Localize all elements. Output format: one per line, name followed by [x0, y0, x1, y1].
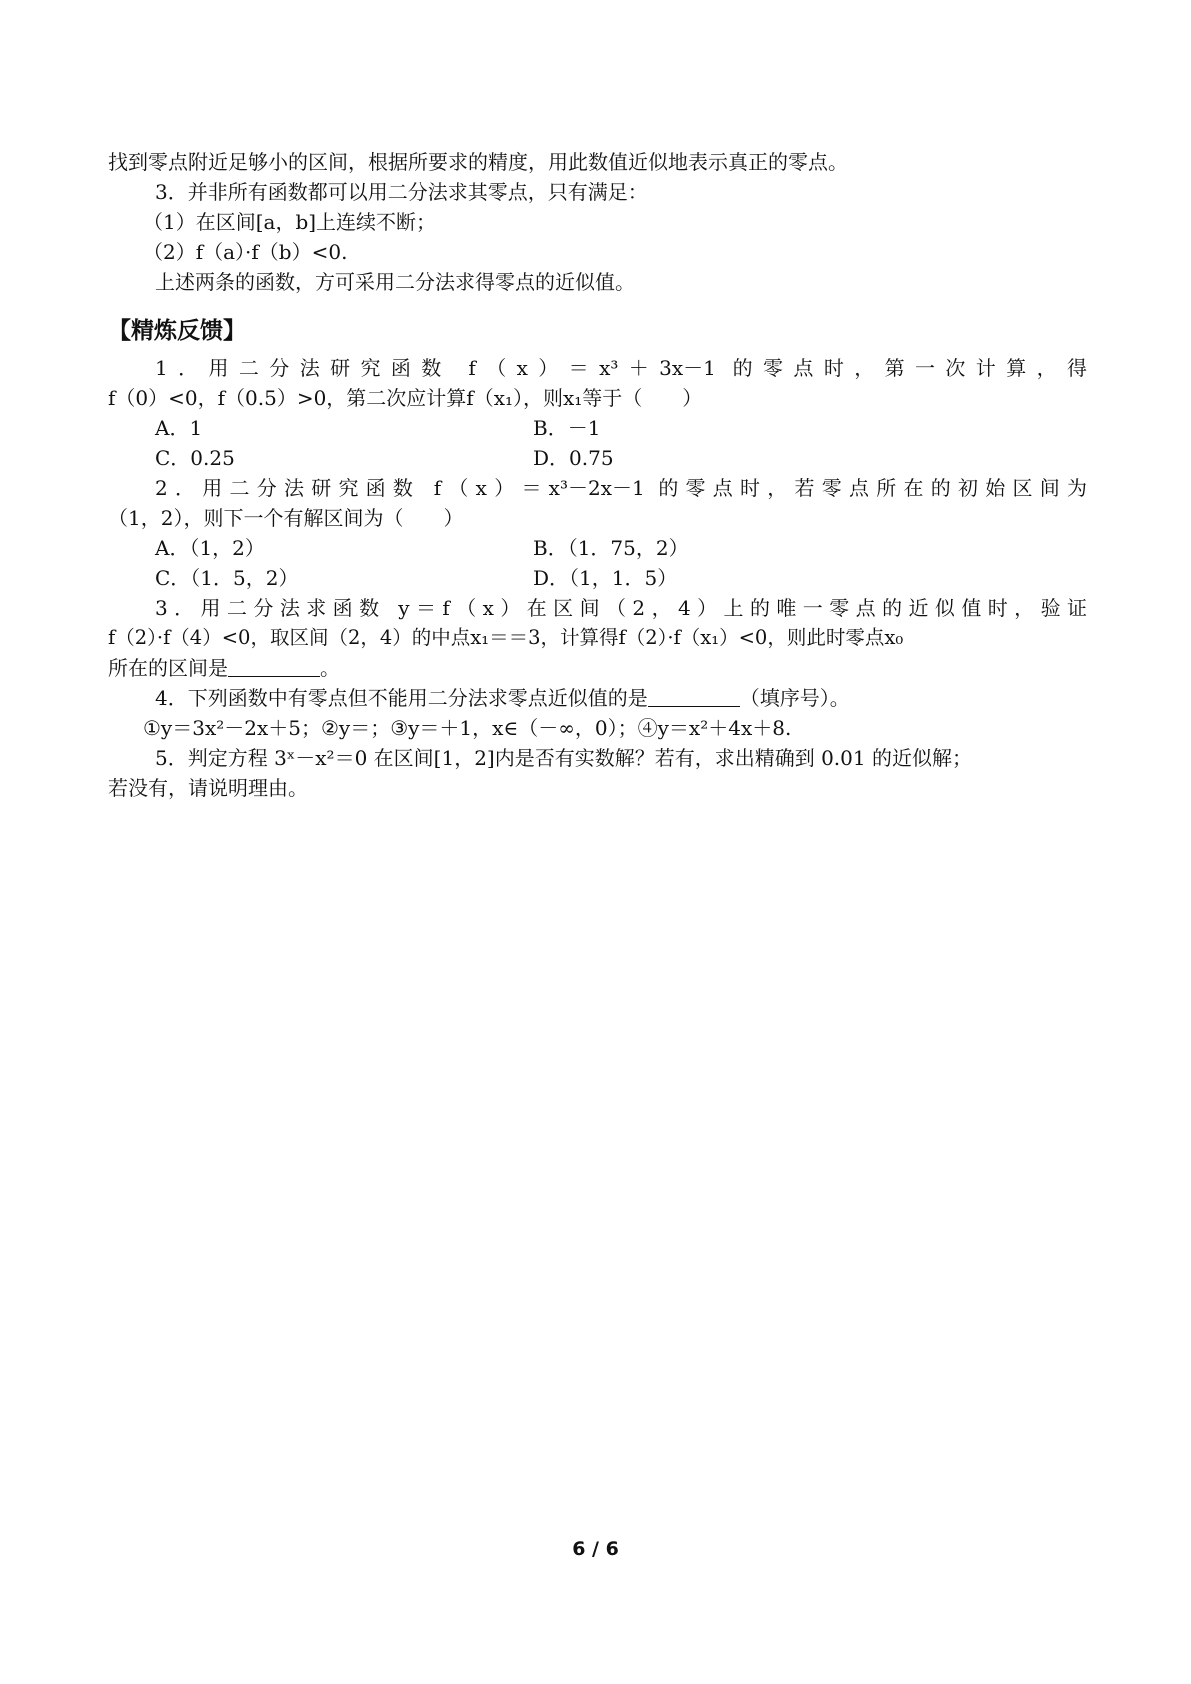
q3-line-3: [108, 654, 1088, 682]
q5-line-1: 5．判定方程 3ˣ－x²＝0 在区间[1，2]内是否有实数解？若有，求出精确到 0.01 的近似解；: [155, 746, 972, 770]
note-line-5: 上述两条的函数，方可采用二分法求得零点的近似值。: [155, 270, 635, 294]
answer-blank[interactable]: [228, 656, 320, 677]
answer-blank[interactable]: [648, 686, 740, 707]
q4-line-1: [155, 684, 1135, 712]
q1-line-1: 1．用二分法研究函数 f（x）＝x³＋3x－1 的零点时，第一次计算，得: [155, 356, 1087, 380]
q2-line-2: （1，2），则下一个有解区间为（ ）: [108, 506, 464, 530]
q3-line-3-text: 所在的区间是: [108, 656, 228, 680]
q4-line-1-text: 4．下列函数中有零点但不能用二分法求零点近似值的是: [155, 686, 648, 710]
q4-line-2: ①y＝3x²－2x＋5；②y＝；③y＝＋1，x∈（－∞，0）；④y＝x²＋4x＋8.: [143, 716, 792, 740]
q1-option-b: B．－1: [533, 416, 601, 440]
q3-line-2: f（2）·f（4）<0，取区间（2，4）的中点x₁＝＝3，计算得f（2）·f（x₁）<0，则此时零点x₀: [108, 626, 904, 649]
q3-line-3-end: 。: [320, 656, 340, 680]
note-line-3: （1）在区间[a，b]上连续不断；: [143, 210, 437, 234]
q3-line-1: 3．用二分法求函数 y＝f（x）在区间（2，4）上的唯一零点的近似值时，验证: [155, 596, 1087, 620]
q1-option-a: A．1: [155, 416, 203, 440]
q1-line-2: f（0）<0，f（0.5）>0，第二次应计算f（x₁），则x₁等于（ ）: [108, 386, 703, 410]
q4-line-1-end: （填序号）。: [739, 686, 850, 710]
q2-option-d: D．（1，1．5）: [533, 566, 678, 590]
q1-option-d: D．0.75: [533, 446, 614, 470]
section-title: 【精炼反馈】: [108, 318, 246, 344]
note-line-4: （2）f（a）·f（b）<0.: [143, 240, 348, 264]
q2-option-b: B．（1．75，2）: [533, 536, 689, 560]
q2-line-1: 2．用二分法研究函数 f（x）＝x³－2x－1 的零点时，若零点所在的初始区间为: [155, 476, 1087, 500]
q2-option-c: C．（1．5，2）: [155, 566, 299, 590]
note-line-1: 找到零点附近足够小的区间，根据所要求的精度，用此数值近似地表示真正的零点。: [108, 150, 848, 174]
q1-option-c: C．0.25: [155, 446, 235, 470]
q2-option-a: A．（1，2）: [155, 536, 265, 560]
page-number: 6 / 6: [572, 1538, 619, 1560]
q5-line-2: 若没有，请说明理由。: [108, 776, 308, 800]
note-line-2: 3．并非所有函数都可以用二分法求其零点，只有满足：: [155, 180, 648, 204]
